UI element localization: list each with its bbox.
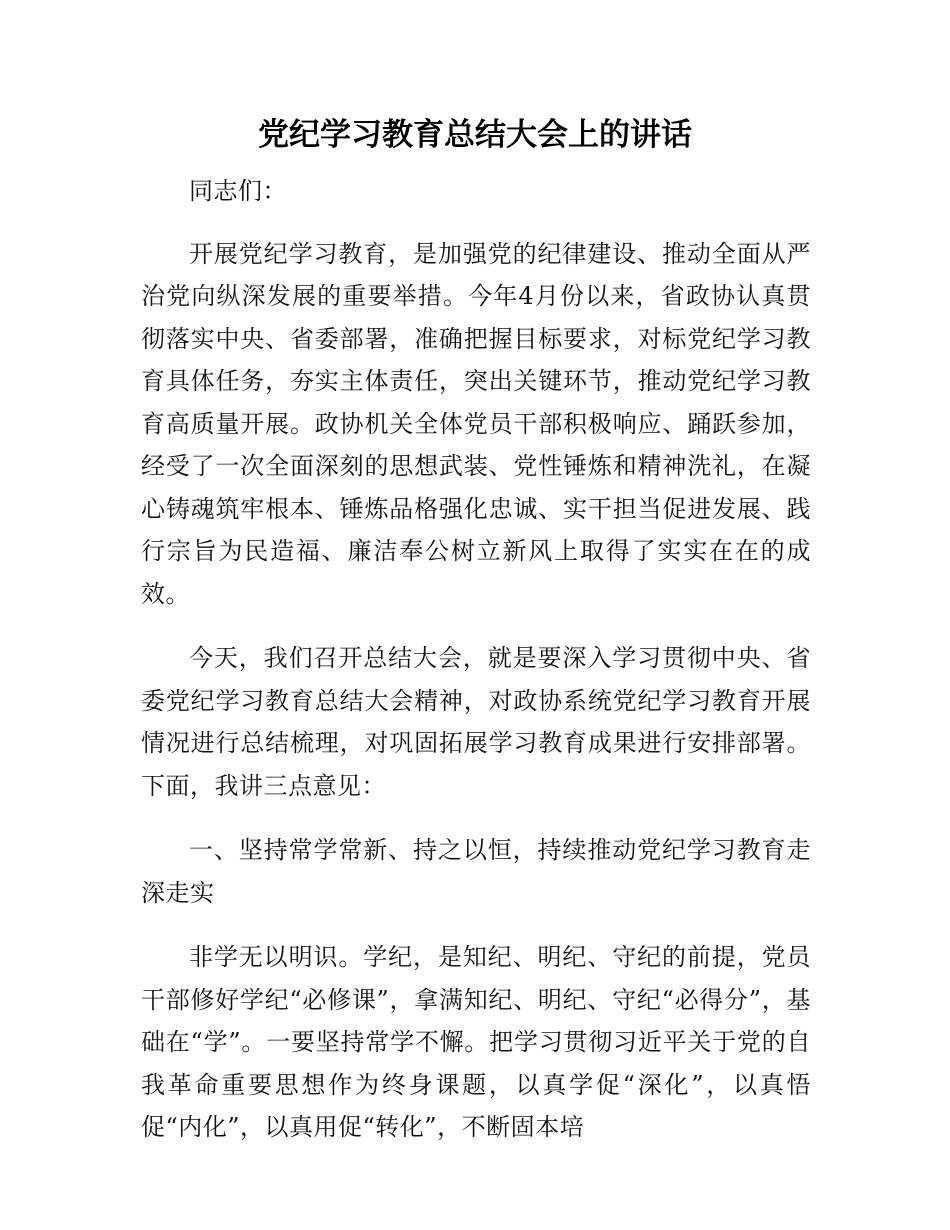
document-body xyxy=(141,170,811,1171)
paragraph-introduction: 开展党纪学习教育，是加强党的纪律建设、推动全面从严治党向纵深发展的重要举措。今年4月份以来，省政协认真贯彻落实中央、省委部署，准确把握目标要求，对标党纪学习教育具体任务，夯实主体责任，突出关键环节，推动党纪学习教育高质量开展。政协机关全体党员干部积极响应、踊跃参加，经受了一次全面深刻的思想武装、党性锤炼和精神洗礼，在凝心铸魂筑牢根本、锤炼品格强化忠诚、实干担当促进发展、践行宗旨为民造福、廉洁奉公树立新风上取得了实实在在的成效。 xyxy=(141,239,811,608)
paragraph-purpose: 今天，我们召开总结大会，就是要深入学习贯彻中央、省委党纪学习教育总结大会精神，对政协系统党纪学习教育开展情况进行总结梳理，对巩固拓展学习教育成果进行安排部署。下面，我讲三点意见： xyxy=(141,644,811,800)
section-heading-one: 一、坚持常学常新、持之以恒，持续推动党纪学习教育走深走实 xyxy=(141,836,811,907)
paragraph-salutation: 同志们： xyxy=(189,177,287,205)
document-title: 党纪学习教育总结大会上的讲话 xyxy=(258,117,692,153)
paragraph-section-one: 非学无以明识。学纪，是知纪、明纪、守纪的前提，党员干部修好学纪“必修课”，拿满知纪、明纪、守纪“必得分”，基础在“学”。一要坚持常学不懈。把学习贯彻习近平关于党的自我革命重要思想作为终身课题，以真学促“深化”，以真悟促“内化”，以真用促“转化”，不断固本培 xyxy=(141,943,811,1141)
